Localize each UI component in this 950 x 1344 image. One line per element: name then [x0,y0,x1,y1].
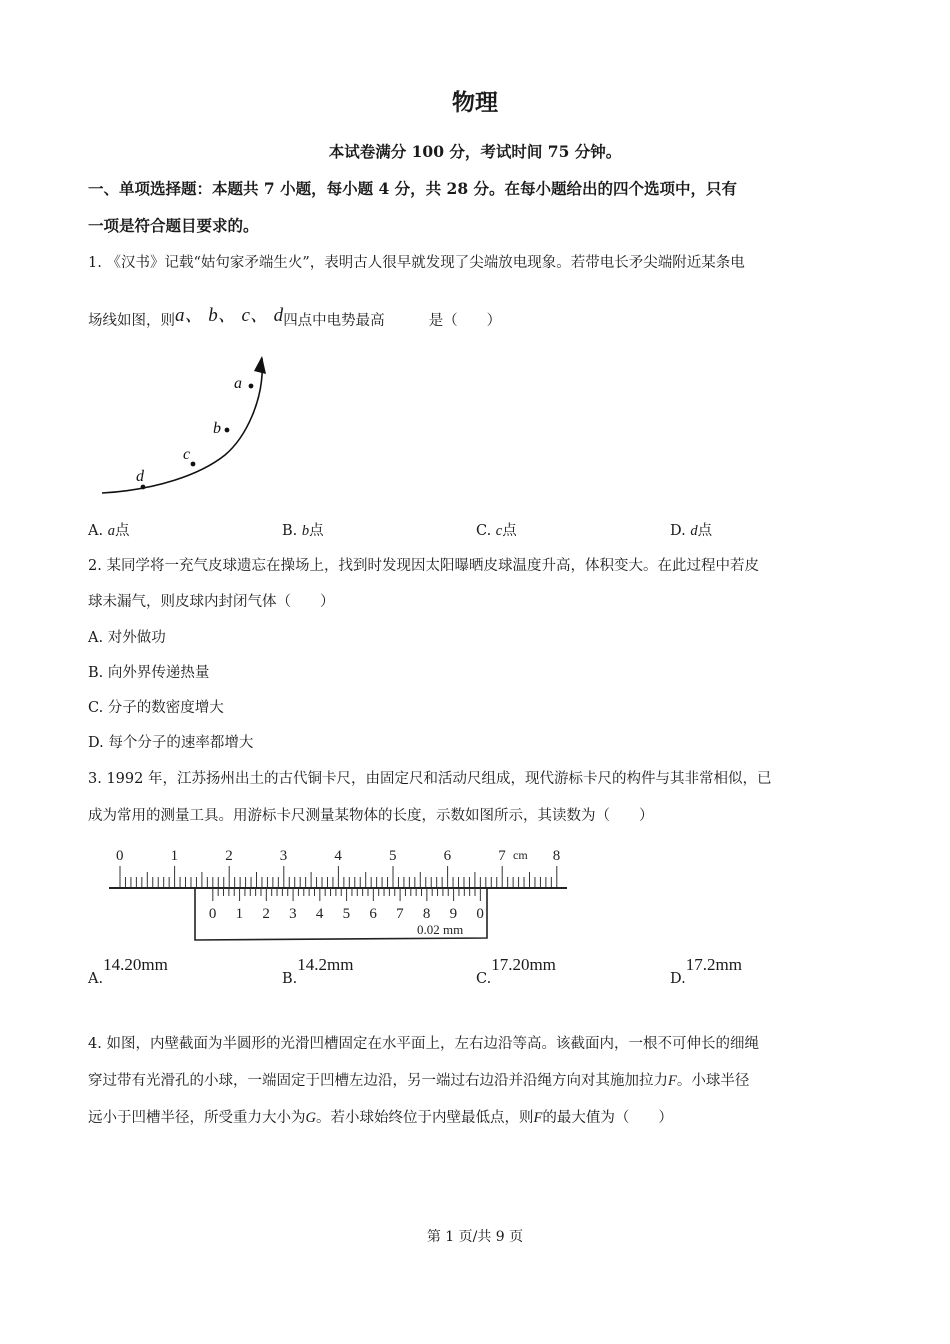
vernier-scale [213,888,481,901]
arrow-icon [254,356,266,374]
q2-option-a[interactable]: A. 对外做功 [88,630,166,646]
vernier-label: 4 [315,906,324,922]
label-a: a [234,375,242,392]
main-label: 2 [225,848,233,864]
page-title: 物理 [452,89,498,116]
main-label: 0 [116,848,124,864]
question-1-line2-end: 是（ ） [428,313,502,329]
main-label: 1 [170,848,179,864]
question-1-points: a、 b、 c、 d [175,305,284,326]
q2-option-d[interactable]: D. 每个分子的速率都增大 [88,735,254,751]
unit-label: cm [513,848,528,862]
q2-option-b[interactable]: B. 向外界传递热量 [88,665,210,681]
label-c: c [183,446,191,463]
precision-label: 0.02 mm [417,922,464,937]
main-scale-labels [116,848,560,864]
main-scale [120,866,557,888]
main-label: 5 [389,848,397,864]
question-2-line2: 球未漏气，则皮球内封闭气体（ ） [88,594,335,610]
q1-option-a[interactable]: A. a点 [88,523,130,539]
question-2-line1: 2. 某同学将一充气皮球遗忘在操场上，找到时发现因太阳曝晒皮球温度升高，体积变大。在此过程中若皮 [88,558,759,574]
vernier-label: 2 [262,906,270,922]
vernier-label: 7 [396,906,404,922]
question-1-line2-suffix: 四点中电势最高 [283,313,385,329]
field-line-figure [95,350,285,500]
q2-option-c[interactable]: C. 分子的数密度增大 [88,700,224,716]
point-d [141,485,146,490]
vernier-caliper-figure [105,842,580,947]
q3-option-c[interactable]: C.17.20mm [476,955,556,987]
question-1-line2-prefix: 场线如图，则 [88,313,175,329]
label-d: d [136,468,144,485]
point-b [225,428,230,433]
question-4-line1: 4. 如图，内壁截面为半圆形的光滑凹槽固定在水平面上，左右边沿等高。该截面内，一根不可伸长的细绳 [88,1036,759,1052]
question-1-line1: 1. 《汉书》记载“姑句家矛端生火”，表明古人很早就发现了尖端放电现象。若带电长矛尖端附近某条电 [88,255,745,271]
vernier-label: 8 [422,906,431,922]
q1-option-b[interactable]: B. b点 [282,523,324,539]
point-a [249,384,254,389]
question-3-line2: 成为常用的测量工具。用游标卡尺测量某物体的长度，示数如图所示，其读数为（ ） [88,808,654,824]
q3-option-b[interactable]: B.14.2mm [282,955,354,987]
q1-option-c[interactable]: C. c点 [476,523,517,539]
label-b: b [213,420,221,437]
vernier-label: 0 [476,906,484,922]
point-c [191,462,196,467]
q3-option-d[interactable]: D.17.2mm [670,955,742,987]
vernier-label: 9 [449,906,458,922]
page-number: 第 1 页/共 9 页 [426,1229,524,1245]
main-label: 4 [334,848,342,864]
question-4-line2: 穿过带有光滑孔的小球，一端固定于凹槽左边沿，另一端过右边沿并沿绳方向对其施加拉力F。小球半径 [88,1073,750,1089]
exam-info: 本试卷满分 100 分，考试时间 75 分钟。 [328,142,622,161]
main-label: 8 [552,848,561,864]
vernier-label: 3 [289,906,297,922]
q3-option-a[interactable]: A.14.20mm [88,955,168,987]
main-label: 6 [443,848,452,864]
section-heading-line2: 一项是符合题目要求的。 [88,216,259,235]
main-label: 7 [498,848,506,864]
vernier-scale-labels [209,906,484,922]
vernier-label: 6 [369,906,377,922]
main-label: 3 [279,848,288,864]
question-4-line3: 远小于凹槽半径，所受重力大小为G。若小球始终位于内壁最低点，则F的最大值为（ ） [88,1110,673,1126]
vernier-label: 1 [235,906,244,922]
question-1-line2 [88,304,501,331]
section-heading-line1: 一、单项选择题：本题共 7 小题，每小题 4 分，共 28 分。在每小题给出的四个选项中，只有 [88,179,738,198]
vernier-label: 5 [342,906,351,922]
vernier-label: 0 [208,906,217,922]
q1-option-d[interactable]: D. d点 [670,523,713,539]
question-3-line1: 3. 1992 年，江苏扬州出土的古代铜卡尺，由固定尺和活动尺组成，现代游标卡尺的构件与其非常相似，已 [88,771,772,787]
